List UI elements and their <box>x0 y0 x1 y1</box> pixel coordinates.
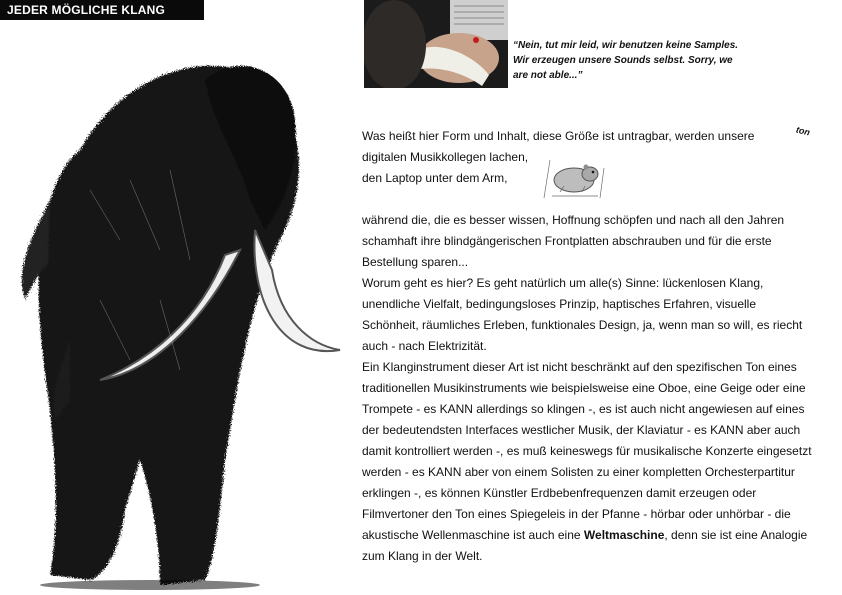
paragraph: während die, die es besser wissen, Hoffnung schöpfen und nach all den Jahren schamhaft ihre blindgängerischen Frontplatten abschrauben und für die erste Bestellung sparen... <box>362 213 785 269</box>
quote-text: “Nein, tut mir leid, wir benutzen keine Samples. Wir erzeugen unsere Sounds selbst. Sorry, we are not able...” <box>513 40 739 81</box>
header-bar <box>0 0 204 20</box>
paragraph: Worum geht es hier? Es geht natürlich um alle(s) Sinne: lückenlosen Klang, unendliche Vielfalt, bedingungsloses Prinzip, haptisches Erfahren, visuelle Schönheit, räumliches Erleben, funktionales Design, ja, wenn man so will, es riecht auch - nach Elektrizität. <box>362 276 803 353</box>
highlight-term: Weltmaschine <box>583 528 665 542</box>
telephone-photo-graphic <box>364 0 508 88</box>
intro-text <box>362 126 802 189</box>
main-text <box>362 210 812 357</box>
body-line: Was heißt hier Form und Inhalt, diese Größe ist untragbar, werden unsere <box>362 129 755 143</box>
margin-note: ton <box>794 124 812 138</box>
telephone-photo <box>364 0 508 88</box>
body-line: digitalen Musikkollegen lachen, <box>362 150 529 164</box>
body-line: den Laptop unter dem Arm, <box>362 171 508 185</box>
paragraph-end: , denn sie ist eine Analogie zum Klang in der Welt. <box>362 528 808 563</box>
page-title: JEDER MÖGLICHE KLANG <box>7 3 166 17</box>
detail-text <box>362 357 812 567</box>
mammoth-illustration <box>10 40 350 590</box>
paragraph: Ein Klanginstrument dieser Art ist nicht beschränkt auf den spezifischen Ton eines traditionellen Musikinstruments wie beispielsweise eine Oboe, eine Geige oder eine Trompete - es KANN allerdings so klingen -, es ist auch nicht angewiesen auf eines der bedeutendsten Interfaces westlicher Musik, der Klaviatur - es KANN aber auch damit kontrolliert werden -, es muß keineswegs für musikalische Konzerte eingesetzt werden - es KANN aber von einem Solisten zu einer kompletten Orchesterpartitur erklingen -, es können Künstler Erdbebenfrequenzen damit erzeugen oder Filmvertoner den Ton eines Spiegeleis in der Pfanne - hörbar oder unhörbar - die akustische Wellenmaschine ist auch eine <box>362 360 812 542</box>
